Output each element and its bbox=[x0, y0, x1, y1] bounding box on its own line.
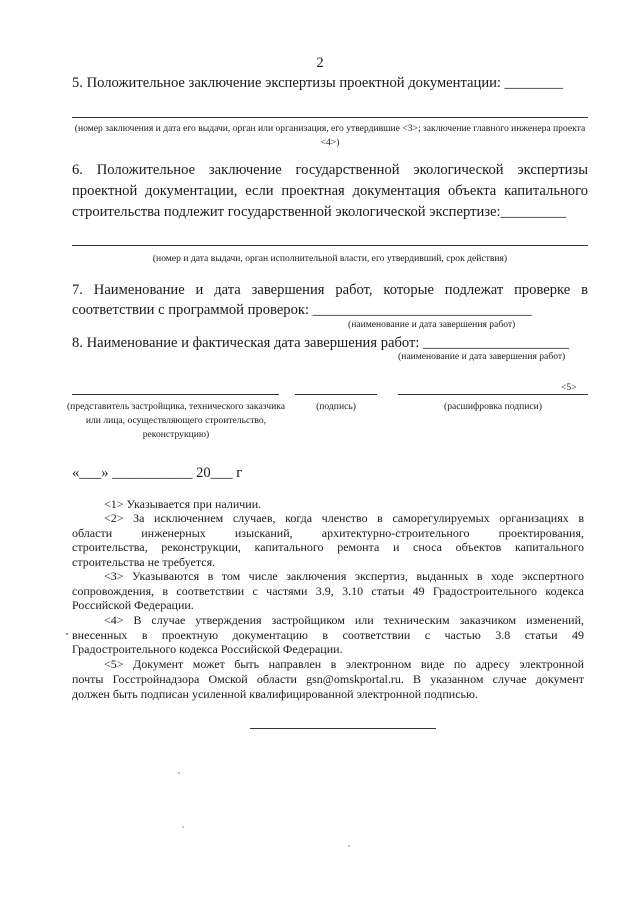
footnote-4-line-3: Градостроительного кодекса Российской Федерации. bbox=[72, 642, 343, 656]
footnote-2-line-4: строительства не требуется. bbox=[72, 555, 216, 569]
item-7-line-2-text: соответствии с программой проверок: bbox=[72, 302, 310, 318]
item-6-line-3-text: строительства подлежит государственной экологической экспертизе: bbox=[72, 204, 501, 220]
item-7-line-1: 7. Наименование и дата завершения работ, которые подлежат проверке в bbox=[72, 282, 588, 298]
footnote-2-line-1: <2> За исключением случаев, когда членство в саморегулируемых организациях в bbox=[104, 511, 584, 525]
item-5-fill-line bbox=[72, 117, 588, 118]
date-year-blank: ___ bbox=[210, 465, 233, 481]
date-day-blank: ___ bbox=[79, 465, 102, 481]
item-5-blank: ________ bbox=[504, 75, 564, 91]
signature-footnote-ref: <5> bbox=[561, 382, 577, 393]
page-number: 2 bbox=[316, 55, 324, 71]
date-open-quote: « bbox=[72, 465, 80, 481]
item-7-caption: (наименование и дата завершения работ) bbox=[348, 319, 516, 330]
item-5-label: 5. Положительное заключение экспертизы проектной документации: bbox=[72, 75, 501, 91]
item-6-fill-line bbox=[72, 245, 588, 246]
representative-line bbox=[72, 394, 279, 395]
item-7-blank: ______________________________ bbox=[312, 302, 532, 318]
decoding-line bbox=[398, 394, 588, 395]
item-6-caption: (номер и дата выдачи, орган исполнительной власти, его утвердивший, срок действия) bbox=[152, 253, 508, 264]
footnote-3-line-3: Российской Федерации. bbox=[72, 598, 194, 612]
footnote-3-line-1: <3> Указываются в том числе заключения экспертиз, выданных в ходе экспертного bbox=[104, 569, 584, 583]
scan-speck bbox=[66, 633, 68, 635]
item-8-caption: (наименование и дата завершения работ) bbox=[398, 351, 566, 362]
footnote-4-line-1: <4> В случае утверждения застройщиком или техническим заказчиком изменений, bbox=[104, 613, 584, 627]
date-line bbox=[72, 463, 242, 483]
date-close-quote: » bbox=[101, 465, 109, 481]
item-8-blank: ____________________ bbox=[423, 335, 570, 351]
footnote-2-line-2: области инженерных изысканий, архитектурно-строительного проектирования, bbox=[72, 526, 584, 540]
signature-caption: (подпись) bbox=[316, 401, 356, 412]
footnote-5-line-3: должен быть подписан усиленной квалифицированной электронной подписью. bbox=[72, 687, 478, 701]
footnote-1: <1> Указывается при наличии. bbox=[104, 497, 262, 511]
date-month-blank: ___________ bbox=[112, 465, 193, 481]
scan-speck bbox=[178, 772, 180, 774]
item-5-caption: (номер заключения и дата его выдачи, орган или организация, его утвердившие <3>; заключение главного инженера проекта <4>) bbox=[74, 123, 586, 148]
date-year-prefix: 20 bbox=[196, 465, 211, 481]
footnote-5-line-2: почты Госстройнадзора Омской области gsn@omskportal.ru. В указанном случае документ bbox=[72, 672, 584, 686]
item-8-label: 8. Наименование и фактическая дата завершения работ: bbox=[72, 335, 420, 351]
closing-rule bbox=[250, 728, 436, 729]
item-6-line-2: проектной документации, если проектная документация объекта капитального bbox=[72, 183, 588, 199]
item-7-line-2 bbox=[72, 300, 592, 320]
footnote-3-line-2: сопровождения, в соответствии с частями 3.9, 3.10 статьи 49 Градостроительного кодекса bbox=[72, 584, 584, 598]
item-5-text bbox=[72, 73, 592, 93]
item-6-line-3 bbox=[72, 202, 592, 222]
scan-speck bbox=[348, 845, 350, 847]
footnote-4-line-2: внесенных в проектную документацию в соответствии с частью 3.8 статьи 49 bbox=[72, 628, 584, 642]
footnote-2-line-3: строительства, реконструкции, капитального ремонта и сноса объектов капитального bbox=[72, 540, 584, 554]
representative-caption: (представитель застройщика, технического заказчика или лица, осуществляющего строительство, реконструкцию) bbox=[66, 401, 286, 440]
decoding-caption: (расшифровка подписи) bbox=[444, 401, 542, 412]
date-year-suffix: г bbox=[236, 465, 243, 481]
signature-line bbox=[295, 394, 377, 395]
item-6-line-1: 6. Положительное заключение государственной экологической экспертизы bbox=[72, 162, 588, 178]
item-6-blank: _________ bbox=[500, 204, 567, 220]
scan-speck bbox=[182, 826, 184, 828]
footnote-5-line-1: <5> Документ может быть направлен в электронном виде по адресу электронной bbox=[104, 657, 584, 671]
